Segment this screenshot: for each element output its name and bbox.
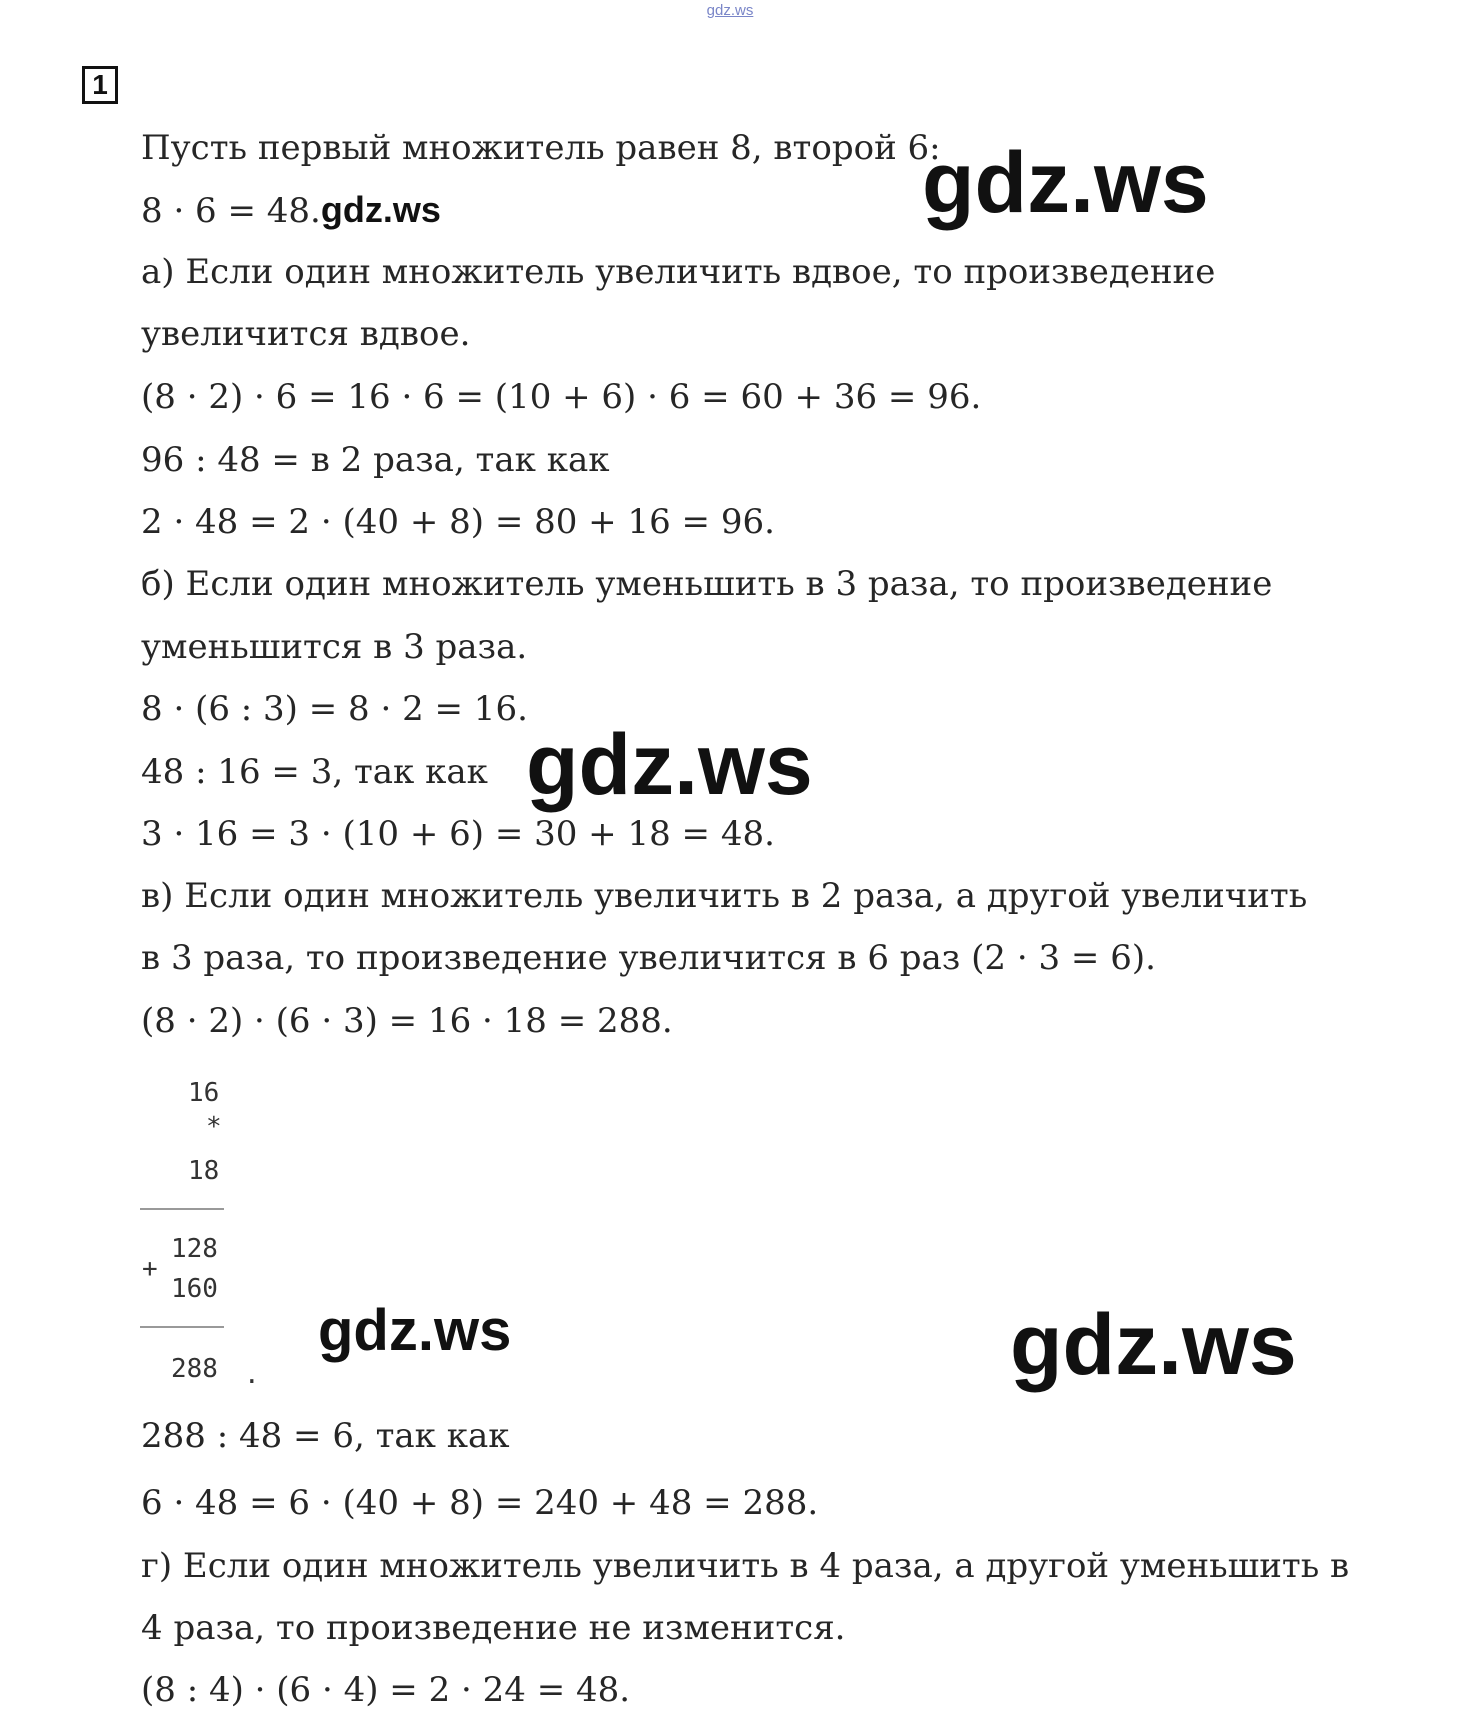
watermark-medium-bottom: gdz.ws <box>318 1298 512 1363</box>
text-line-12: 3 · 16 = 3 · (10 + 6) = 30 + 18 = 48. <box>141 814 775 854</box>
column-plus: + <box>142 1254 158 1284</box>
text-line-4: увеличится вдвое. <box>141 314 471 354</box>
watermark-large-top: gdz.ws <box>922 135 1209 231</box>
column-rule-1 <box>140 1208 224 1210</box>
header-watermark: gdz.ws <box>706 2 754 19</box>
text-line-6: 96 : 48 = в 2 раза, так как <box>141 440 610 480</box>
text-line-20: (8 : 4) · (6 · 4) = 2 · 24 = 48. <box>141 1670 631 1710</box>
text-line-19: 4 раза, то произведение не изменится. <box>141 1608 846 1648</box>
column-partial-1: 128 <box>171 1234 218 1264</box>
text-line-9: уменьшится в 3 раза. <box>141 627 528 667</box>
column-operand-1: 16 <box>188 1078 220 1108</box>
text-line-1: Пусть первый множитель равен 8, второй 6: <box>141 128 941 168</box>
watermark-large-middle: gdz.ws <box>526 717 813 813</box>
text-line-10: 8 · (6 : 3) = 8 · 2 = 16. <box>141 689 528 729</box>
text-line-17: 6 · 48 = 6 · (40 + 8) = 240 + 48 = 288. <box>141 1483 819 1523</box>
column-operand-2: 18 <box>188 1156 220 1186</box>
text-line-3: а) Если один множитель увеличить вдвое, то произведение <box>141 252 1216 292</box>
task-number-box <box>82 66 118 104</box>
column-operator: * <box>206 1112 222 1142</box>
column-rule-2 <box>140 1326 224 1328</box>
watermark-large-bottom: gdz.ws <box>1010 1297 1297 1393</box>
inline-watermark: gdz.ws <box>320 189 441 230</box>
task-number: 1 <box>92 69 108 100</box>
text-line-5: (8 · 2) · 6 = 16 · 6 = (10 + 6) · 6 = 60 + 36 = 96. <box>141 377 982 417</box>
text-line-11: 48 : 16 = 3, так как <box>141 752 488 792</box>
column-result: 288 <box>171 1354 218 1384</box>
equation-8x6: 8 · 6 = 48. <box>141 191 321 231</box>
text-line-16: 288 : 48 = 6, так как <box>141 1416 510 1456</box>
text-line-2 <box>141 190 441 231</box>
text-line-14: в 3 раза, то произведение увеличится в 6 раз (2 · 3 = 6). <box>141 938 1156 978</box>
text-line-18: г) Если один множитель увеличить в 4 раза, а другой уменьшить в <box>141 1546 1350 1586</box>
column-period: . <box>244 1360 260 1390</box>
text-line-15: (8 · 2) · (6 · 3) = 16 · 18 = 288. <box>141 1001 673 1041</box>
column-partial-2: 160 <box>171 1274 218 1304</box>
text-line-8: б) Если один множитель уменьшить в 3 раза, то произведение <box>141 564 1273 604</box>
text-line-13: в) Если один множитель увеличить в 2 раза, а другой увеличить <box>141 876 1308 916</box>
text-line-7: 2 · 48 = 2 · (40 + 8) = 80 + 16 = 96. <box>141 502 775 542</box>
